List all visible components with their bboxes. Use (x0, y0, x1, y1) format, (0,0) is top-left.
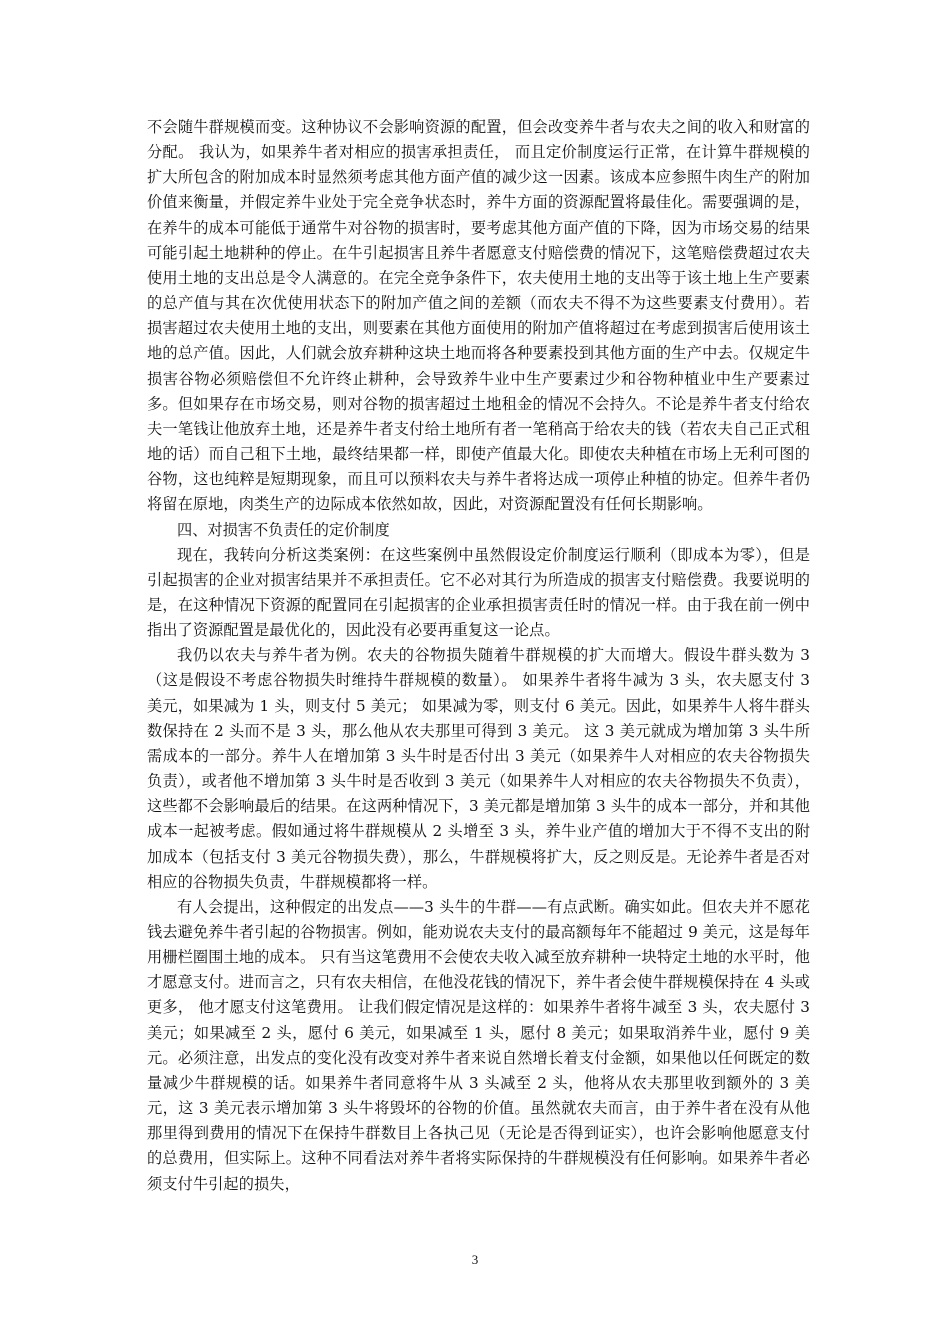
document-body (147, 115, 810, 1197)
paragraph-1: 不会随牛群规模而变。这种协议不会影响资源的配置，但会改变养牛者与农夫之间的收入和财富的分配。 我认为，如果养牛者对相应的损害承担责任， 而且定价制度运行正常，在计算牛群规模的扩大所包含的附加成本时显然须考虑其他方面产值的减少这一因素。该成本应参照牛肉生产的附加价值来衡量，并假定养牛业处于完全竞争状态时，养牛方面的资源配置将最佳化。需要强调的是，在养牛的成本可能低于通常牛对谷物的损害时，要考虑其他方面产值的下降，因为市场交易的结果可能引起土地耕种的停止。在牛引起损害且养牛者愿意支付赔偿费的情况下，这笔赔偿费超过农夫使用土地的支出总是令人满意的。在完全竞争条件下，农夫使用土地的支出等于该土地上生产要素的总产值与其在次优使用状态下的附加产值之间的差额（而农夫不得不为这些要素支付费用）。若损害超过农夫使用土地的支出，则要素在其他方面使用的附加产值将超过在考虑到损害后使用该土地的总产值。因此，人们就会放弃耕种这块土地而将各种要素投到其他方面的生产中去。仅规定牛损害谷物必须赔偿但不允许终止耕种，会导致养牛业中生产要素过少和谷物种植业中生产要素过多。但如果存在市场交易，则对谷物的损害超过土地租金的情况不会持久。不论是养牛者支付给农夫一笔钱让他放弃土地，还是养牛者支付给土地所有者一笔稍高于给农夫的钱（若农夫自己正式租地的话）而自己租下土地，最终结果都一样，即使产值最大化。即使农夫种植在市场上无利可图的谷物，这也纯粹是短期现象，而且可以预料农夫与养牛者将达成一项停止种植的协定。但养牛者仍将留在原地，肉类生产的边际成本依然如故，因此，对资源配置没有任何长期影响。 (147, 118, 810, 514)
page-number: 3 (471, 1252, 479, 1267)
paragraph-4: 有人会提出，这种假定的出发点——3 头牛的牛群——有点武断。确实如此。但农夫并不愿花钱去避免养牛者引起的谷物损害。例如，能劝说农夫支付的最高额每年不能超过 9 美元，这是每年用栅栏圈围土地的成本。 只有当这笔费用不会使农夫收入减至放弃耕种一块特定土地的水平时，他才愿意支付。进而言之，只有农夫相信，在他没花钱的情况下，养牛者会使牛群规模保持在 4 头或更多， 他才愿支付这笔费用。 让我们假定情况是这样的：如果养牛者将牛减至 3 头，农夫愿付 3 美元；如果减至 2 头，愿付 6 美元，如果减至 1 头，愿付 8 美元；如果取消养牛业，愿付 9 美元。必须注意，出发点的变化没有改变对养牛者来说自然增长着支付金额，如果他以任何既定的数量减少牛群规模的话。如果养牛者同意将牛从 3 头减至 2 头，他将从农夫那里收到额外的 3 美元，这 3 美元表示增加第 3 头牛将毁坏的谷物的价值。虽然就农夫而言，由于养牛者在没有从他那里得到费用的情况下在保持牛群数目上各执己见（无论是否得到证实），也许会影响他愿意支付的总费用，但实际上。这种不同看法对养牛者将实际保持的牛群规模没有任何影响。如果养牛者必须支付牛引起的损失， (147, 897, 810, 1193)
paragraph-2: 现在，我转向分析这类案例：在这些案例中虽然假设定价制度运行顺利（即成本为零），但是引起损害的企业对损害结果并不承担责任。它不必对其行为所造成的损害支付赔偿费。我要说明的是，在这种情况下资源的配置同在引起损害的企业承担损害责任时的情况一样。由于我在前一例中指出了资源配置是最优化的，因此没有必要再重复这一论点。 (147, 545, 810, 640)
paragraph-3: 我仍以农夫与养牛者为例。农夫的谷物损失随着牛群规模的扩大而增大。假设牛群头数为 3（这是假设不考虑谷物损失时维持牛群规模的数量）。 如果养牛者将牛减为 3 头，农夫愿支付 3 美元，如果减为 1 头，则支付 5 美元； 如果减为零，则支付 6 美元。因此，如果养牛人将牛群头数保持在 2 头而不是 3 头，那么他从农夫那里可得到 3 美元。 这 3 美元就成为增加第 3 头牛所需成本的一部分。养牛人在增加第 3 头牛时是否付出 3 美元（如果养牛人对相应的农夫谷物损失负责），或者他不增加第 3 头牛时是否收到 3 美元（如果养牛人对相应的农夫谷物损失不负责），这些都不会影响最后的结果。在这两种情况下，3 美元都是增加第 3 头牛的成本一部分，并和其他成本一起被考虑。假如通过将牛群规模从 2 头增至 3 头，养牛业产值的增加大于不得不支出的附加成本（包括支付 3 美元谷物损失费），那么，牛群规模将扩大，反之则反是。无论养牛者是否对相应的谷物损失负责，牛群规模都将一样。 (147, 646, 810, 891)
section-heading: 四、对损害不负责任的定价制度 (177, 520, 390, 539)
